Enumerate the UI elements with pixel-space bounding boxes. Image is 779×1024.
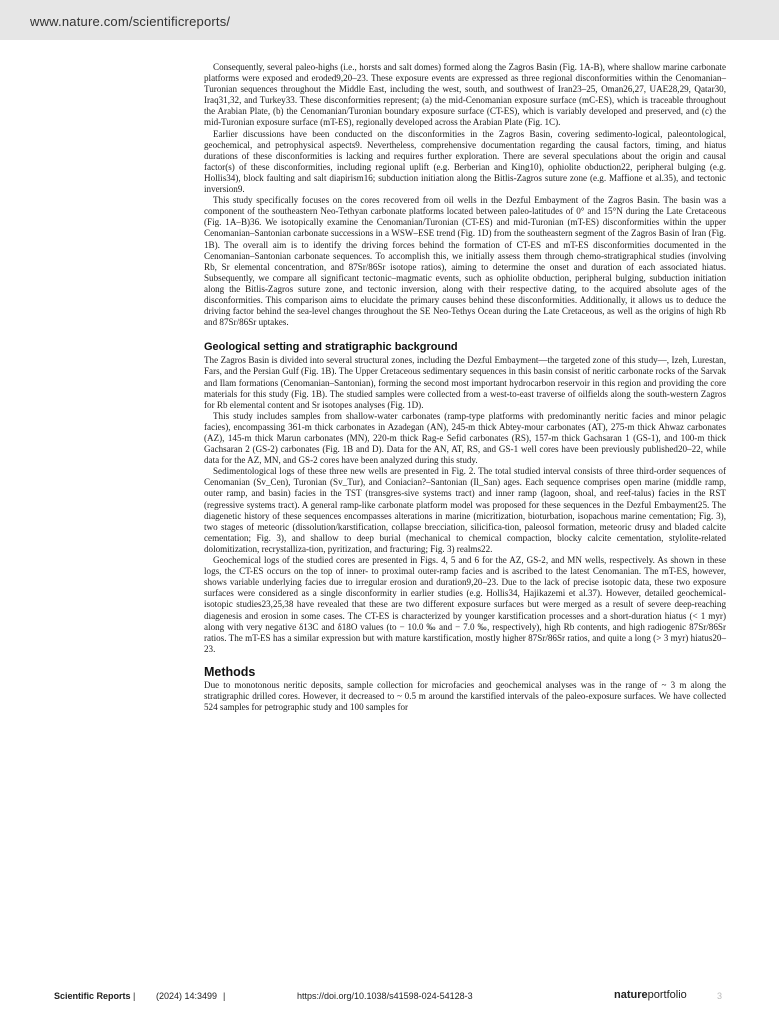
- section-heading-methods: Methods: [204, 664, 256, 679]
- footer-separator: |: [133, 991, 136, 1001]
- doi-link[interactable]: https://doi.org/10.1038/s41598-024-54128-3: [297, 991, 473, 1001]
- citation: (2024) 14:3499: [156, 991, 218, 1001]
- section-heading-geology: Geological setting and stratigraphic background: [204, 341, 458, 354]
- footer-separator-2: |: [223, 991, 226, 1001]
- paragraph-4: The Zagros Basin is divided into several structural zones, including the Dezful Embayment—the targeted zone of this study—, Izeh, Lurestan, Fars, and the Persian Gulf (Fig. 1B). The Upper Cretaceous sedimentary sequences in this basin consist of neritic carbonate rocks of the Sarvak and Ilam formations (Cenomanian–Santonian), forming the second most important hydrocarbon reservoir in this region and providing the core materials for this study (Fig. 1B). The studied samples were collected from a west-to-east traverse of oilfields along the south-western Zagros for Rb elemental content and Sr isotopes analyses (Fig. 1D).: [204, 355, 726, 410]
- paragraph-7: Geochemical logs of the studied cores are presented in Figs. 4, 5 and 6 for the AZ, GS-2, and MN wells, respectively. As shown in these logs, the CT-ES occurs on the top of inner- to proximal outer-ramp facies and is ascribed to the latest Cenomanian. The mT-ES, however, shows variable underlying facies due to irregular erosion and duration9,20–23. Due to the lack of precise isotopic data, these two exposure surfaces were considered as a single disconformity in earlier studies (e.g. Hollis34, Hajikazemi et al.37). However, detailed geochemical-isotopic studies23,25,38 have revealed that these are two different exposure surfaces but were merged as a result of severe deep-reaching diagenesis and erosion in some cases. The CT-ES is characterized by younger karstification processes and a short-duration hiatus (< 1 myr) along with very negative δ13C and δ18O values (to − 10.0 ‰ and − 7.0 ‰, respectively), high Rb contents, and high radiogenic 87Sr/86Sr ratios. The mT-ES has a similar expression but with mature karstification, mostly higher 87Sr/86Sr ratios, and quite a long (> 3 myr) hiatus20–23.: [204, 555, 726, 654]
- paragraph-3: This study specifically focuses on the cores recovered from oil wells in the Dezful Embayment of the Zagros Basin. The basin was a component of the southeastern Neo-Tethyan carbonate platforms located between paleo-latitudes of 0° and 15°N during the Late Cretaceous (Fig. 1A–B)36. We isotopically examine the Cenomanian/Turonian (CT-ES) and mid-Turonian (mT-ES) disconformities within the upper Cenomanian–Santonian carbonate successions in a WSW–ESE trend (Fig. 1D) from the southeastern segment of the Zagros Basin of Iran (Fig. 1B). The overall aim is to identify the driving forces behind the formation of CT-ES and mT-ES disconformities documented in the Cenomanian–Santonian carbonate sequences. To accomplish this, we initially assess them through chemo-stratigraphical studies (involving Rb, Sr elemental concentration, and 87Sr/86Sr isotope ratios), aiming to determine the onset and duration of each associated hiatus. Subsequently, we compare all significant tectonic–magmatic events, such as ophiolite obduction, peripheral bulging, subduction initiation along the Bitlis-Zagros suture zone, and tectonic inversion, along with their respective dating, to the acquired absolute ages of the disconformities. This comparison aims to elucidate the primary causes behind these disconformities. Additionally, it allows us to deduce the driving factor behind the sea-level changes throughout the SE Neo-Tethys Ocean during the Late Cretaceous, as well as the origins of high Rb and 87Sr/86Sr uptakes.: [204, 195, 726, 328]
- paragraph-8: Due to monotonous neritic deposits, sample collection for microfacies and geochemical analyses was in the range of ~ 3 m along the stratigraphic drilled cores. However, it decreased to ~ 0.5 m around the karstified intervals of the paleo-exposure surfaces. We have collected 524 samples for petrographic study and 100 samples for: [204, 679, 726, 713]
- logo-light: portfolio: [647, 989, 687, 1001]
- paragraph-1: Consequently, several paleo-highs (i.e., horsts and salt domes) formed along the Zagros Basin (Fig. 1A-B), where shallow marine carbonate platforms were exposed and eroded9,20–23. These exposure events are expressed as three regional disconformities within the Cenomanian–Turonian sequences throughout the Middle East, including the west, south, and southwest of Iran23–25, Oman26,27, UAE28,29, Qatar30, Iraq31,32, and Turkey33. These disconformities represent; (a) the mid-Cenomanian exposure surface (mC-ES), which is traceable throughout the Arabian Plate, (b) the Cenomanian/Turonian boundary exposure surface (CT-ES), which is variably developed and preserved, and (c) the mid-Turonian exposure surface (mT-ES), regionally developed across the Arabian Plate (Fig. 1C).: [204, 62, 726, 128]
- article-body: [204, 62, 726, 713]
- paragraph-6: Sedimentological logs of these three new wells are presented in Fig. 2. The total studied interval consists of three third-order sequences of Cenomanian (Sv_Cen), Turonian (Sv_Tur), and Coniacian?–Santonian (Il_San) ages. Each sequence comprises open marine (middle ramp, outer ramp, and basin) facies in the TST (transgres-sive systems tract) and inner ramp (lagoon, shoal, and reef-talus) facies in the RST (regressive systems tract). A general ramp-like carbonate platform model was proposed for these sequences in the Dezful Embayment25. The diagenetic history of these sequences encompasses alterations in marine (micritization, bioturbation, isopachous marine cementation; Fig. 3), two stages of meteoric (dissolution/karstification, collapse brecciation, silicifica-tion, paleosol formation, meteoric drusy and bladed calcite cementation; Fig. 3), and shallow to deep burial (mechanical to chemical compaction, blocky calcite cementation, stylolite-related dolomitization, recrystalliza-tion, pyritization, and fracturing; Fig. 3) realms22.: [204, 466, 726, 554]
- page-footer: [0, 985, 779, 1007]
- journal-name: Scientific Reports: [54, 991, 131, 1001]
- paragraph-2: Earlier discussions have been conducted on the disconformities in the Zagros Basin, covering sedimento-logical, paleontological, geochemical, and petrophysical aspects9. Nevertheless, comprehensive documentation regarding the causal factors, timing, and hiatus durations of these disconformities is lacking and requires further exploration. There are several speculations about the origin and causal factor(s) of these disconformities, including regional uplift (e.g. Berberian and King10), ophiolite obduction22, peripheral bulging (e.g. Hollis34), block faulting and salt diapirism16; subduction initiation along the Bitlis-Zagros suture zone (e.g. Maffione et al.35), and tectonic inversion9.: [204, 128, 726, 195]
- publisher-logo: [614, 989, 687, 1001]
- logo-bold: nature: [614, 989, 648, 1001]
- paragraph-5: This study includes samples from shallow-water carbonates (ramp-type platforms with predominantly neritic facies and minor pelagic facies), encompassing 361-m thick carbonates in Azadegan (AN), 245-m thick Abtey-mour carbonates (AT), 275-m thick Ahwaz carbonates (AZ), 145-m thick Marun carbonates (MN), 220-m thick Rag-e Sefid carbonates (RS), 157-m thick Gachsaran 1 (GS-1), and 100-m thick Gachsaran 2 (GS-2) carbonates (Fig. 1B and D). Data for the AN, AT, RS, and GS-1 well cores have been previously published20–22, while data for the AZ, MN, and GS-2 cores have been analyzed during this study.: [204, 410, 726, 466]
- top-bar: [0, 0, 779, 40]
- page-number: 3: [717, 991, 723, 1001]
- site-url[interactable]: www.nature.com/scientificreports/: [30, 14, 231, 29]
